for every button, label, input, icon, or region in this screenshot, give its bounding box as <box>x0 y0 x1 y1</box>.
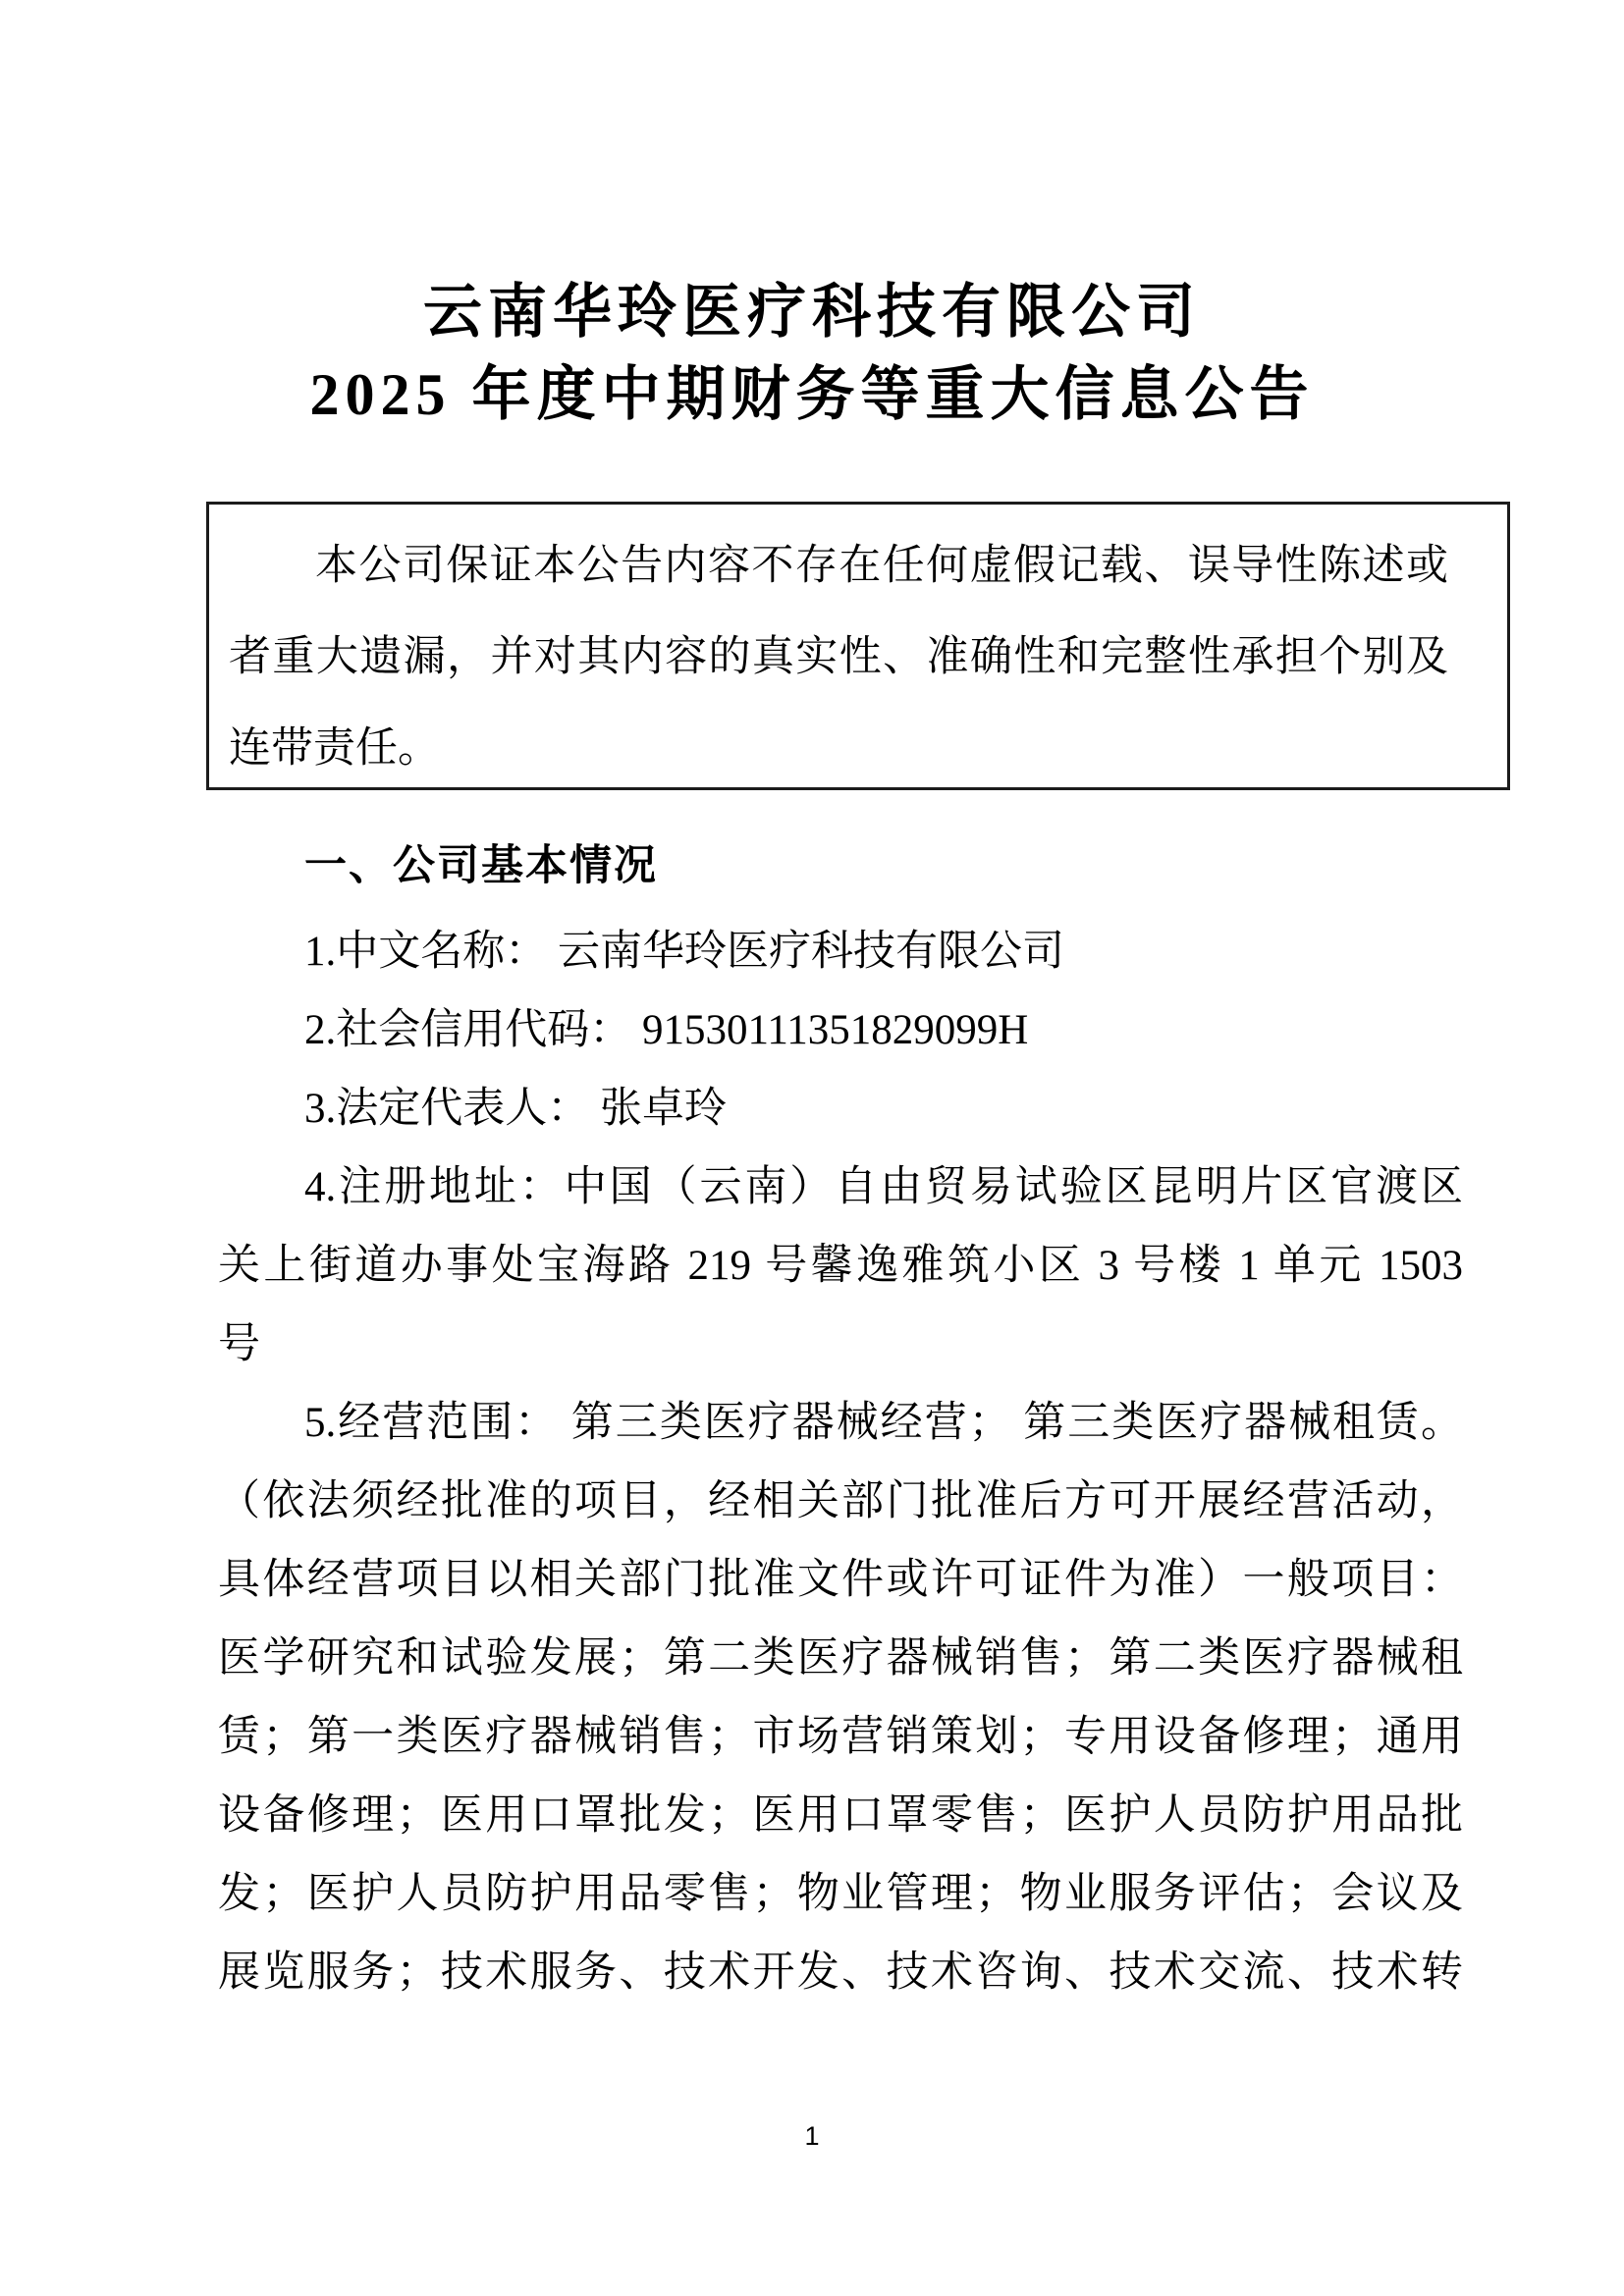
body-line-business-scope: 赁；第一类医疗器械销售；市场营销策划；专用设备修理；通用 <box>218 1714 1463 1760</box>
disclaimer-line: 者重大遗漏，并对其内容的真实性、准确性和完整性承担个别及 <box>229 634 1448 680</box>
document-title <box>0 271 1624 436</box>
page-number: 1 <box>804 2121 820 2151</box>
body-line-legal-representative: 3.法定代表人： 张卓玲 <box>304 1086 727 1132</box>
title-line-2: 2025 年度中期财务等重大信息公告 <box>309 362 1315 427</box>
body-line-business-scope: 展览服务；技术服务、技术开发、技术咨询、技术交流、技术转 <box>218 1949 1463 1996</box>
body-line-registered-address: 号 <box>218 1321 260 1367</box>
body-line-business-scope: 具体经营项目以相关部门批准文件或许可证件为准）一般项目： <box>218 1557 1463 1603</box>
disclaimer-box <box>206 502 1510 790</box>
body-line-chinese-name: 1.中文名称： 云南华玲医疗科技有限公司 <box>304 929 1064 975</box>
title-line-1: 云南华玲医疗科技有限公司 <box>423 280 1201 345</box>
company-info-body <box>218 913 1463 2012</box>
body-line-registered-address: 4.注册地址：中国（云南）自由贸易试验区昆明片区官渡区 <box>304 1164 1463 1210</box>
body-line-registered-address: 关上街道办事处宝海路 219 号馨逸雅筑小区 3 号楼 1 单元 1503 <box>218 1243 1463 1289</box>
body-line-credit-code: 2.社会信用代码： 91530111351829099H <box>304 1007 1029 1053</box>
disclaimer-line: 连带责任。 <box>229 725 440 772</box>
body-line-business-scope: 发；医护人员防护用品零售；物业管理；物业服务评估；会议及 <box>218 1871 1463 1917</box>
body-line-business-scope: （依法须经批准的项目，经相关部门批准后方可开展经营活动， <box>218 1478 1463 1524</box>
disclaimer-line: 本公司保证本公告内容不存在任何虚假记载、误导性陈述或 <box>315 543 1448 589</box>
body-line-business-scope: 医学研究和试验发展；第二类医疗器械销售；第二类医疗器械租 <box>218 1635 1463 1682</box>
body-line-business-scope: 5.经营范围： 第三类医疗器械经营； 第三类医疗器械租赁。 <box>304 1400 1463 1446</box>
section-heading: 一、公司基本情况 <box>304 842 658 889</box>
body-line-business-scope: 设备修理；医用口罩批发；医用口罩零售；医护人员防护用品批 <box>218 1792 1463 1839</box>
